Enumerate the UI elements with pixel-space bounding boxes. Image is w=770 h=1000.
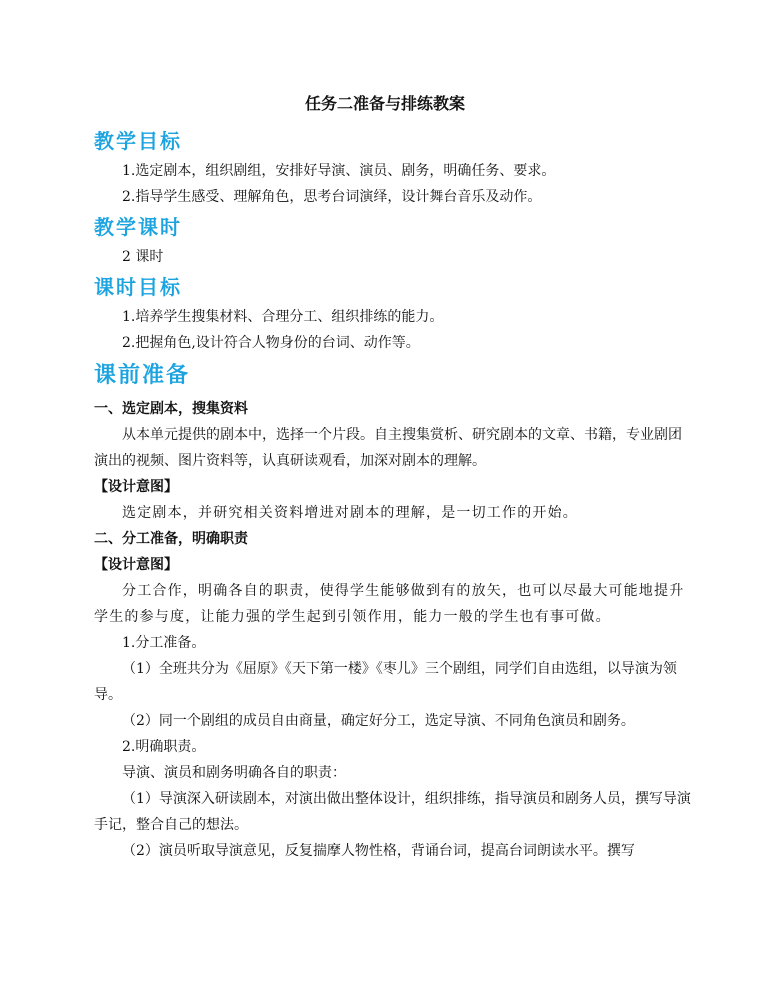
document-body [94, 124, 694, 864]
heading-teaching-hours: 教学课时 [94, 215, 182, 239]
heading-lesson-goals: 课时目标 [94, 275, 182, 299]
design-intent-label-2: 【设计意图】 [94, 557, 178, 573]
design-intent-text-1: 选定剧本，并研究相关资料增进对剧本的理解，是一切工作的开始。 [122, 505, 578, 521]
heading-preparation: 课前准备 [94, 363, 191, 388]
step-2-title: 2.明确职责。 [122, 739, 206, 755]
subheading-division-of-labor: 二、分工准备，明确职责 [94, 531, 248, 547]
goal-item-2: 2.指导学生感受、理解角色，思考台词演绎，设计舞台音乐及动作。 [122, 189, 542, 205]
lesson-goal-item-2: 2.把握角色,设计符合人物身份的台词、动作等。 [122, 335, 420, 351]
design-intent-text-2: 分工合作，明确各自的职责，使得学生能够做到有的放矢，也可以尽最大可能地提升学生的参与度，让能力强的学生起到引领作用，能力一般的学生也有事可做。 [94, 583, 685, 625]
select-script-paragraph: 从本单元提供的剧本中，选择一个片段。自主搜集赏析、研究剧本的文章、书籍，专业剧团演出的视频、图片资料等，认真研读观看，加深对剧本的理解。 [94, 427, 682, 469]
document-title: 任务二准备与排练教案 [304, 94, 465, 113]
step-1-item-a: （1）全班共分为《屈原》《天下第一楼》《枣儿》三个剧组，同学们自由选组，以导演为领导。 [94, 661, 677, 703]
hours-text: 2 课时 [122, 249, 164, 265]
heading-teaching-goals: 教学目标 [94, 129, 182, 153]
step-2-item-a: （1）导演深入研读剧本，对演出做出整体设计，组织排练，指导演员和剧务人员，撰写导演手记，整合自己的想法。 [94, 791, 691, 833]
step-1-title: 1.分工准备。 [122, 635, 206, 651]
step-2-item-b: （2）演员听取导演意见，反复揣摩人物性格，背诵台词，提高台词朗读水平。撰写 [122, 843, 635, 859]
lesson-goal-item-1: 1.培养学生搜集材料、合理分工、组织排练的能力。 [122, 309, 444, 325]
step-2-intro: 导演、演员和剧务明确各自的职责： [122, 765, 346, 781]
design-intent-label-1: 【设计意图】 [94, 479, 178, 495]
subheading-select-script: 一、选定剧本，搜集资料 [94, 401, 248, 417]
step-1-item-b: （2）同一个剧组的成员自由商量，确定好分工，选定导演、不同角色演员和剧务。 [122, 713, 635, 729]
goal-item-1: 1.选定剧本，组织剧组，安排好导演、演员、剧务，明确任务、要求。 [122, 163, 556, 179]
